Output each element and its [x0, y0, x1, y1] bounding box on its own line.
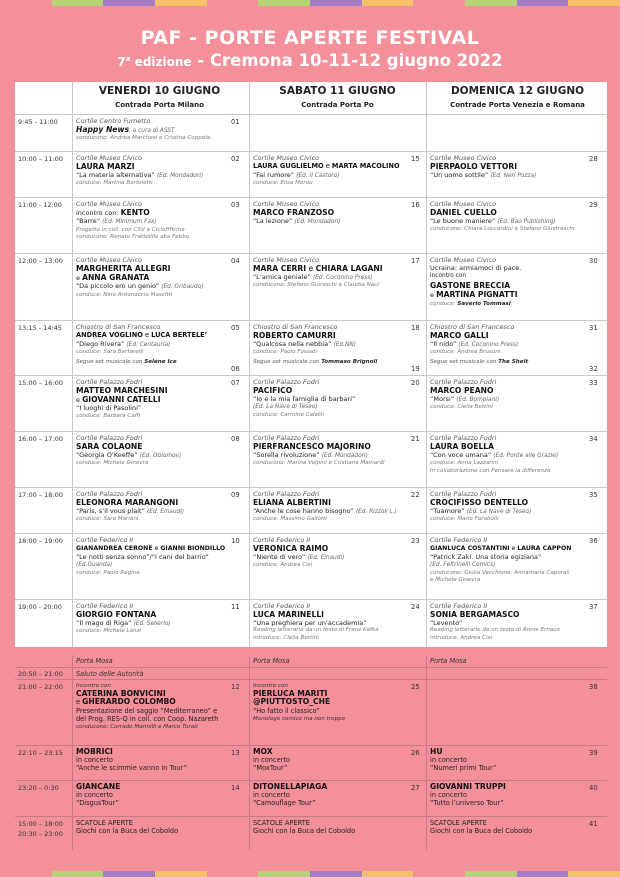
event-cell: Cortile Palazzo Fodri MATTEO MARCHESINI e GIOVANNI CATELLI “I luoghi di Pasolini” conduce: Barbara Caffi — [76, 378, 168, 419]
event-number: 10 — [231, 537, 240, 545]
event-cell: DITONELLAPIAGA in concerto “Camouflage Tour” — [253, 783, 328, 808]
event-number: 32 — [589, 365, 598, 373]
stripe-segment — [517, 0, 569, 6]
time-slot: 9:45 - 11:00 — [18, 118, 58, 126]
row-divider — [15, 816, 607, 817]
time-slot: 13:15 - 14:45 — [18, 324, 62, 332]
event-cell: Cortile Museo Civico DANIEL CUELLO “Le buone maniere” (Ed. Bao Publishing) conducono: Chiara Loccardini e Stefano Giustraschi — [430, 200, 575, 233]
time-slot: 12:00 – 13:00 — [18, 257, 63, 265]
stripe-segment — [362, 0, 414, 6]
event-number: 36 — [589, 537, 598, 545]
event-cell: Cortile Museo Civico Ucraina: armiamoci di pace. incontro con GASTONE BRECCIA e MARTINA PIGNATTI conduce: Saverio Tommasi — [430, 256, 522, 307]
event-number: 38 — [589, 683, 598, 691]
event-number: 20 — [411, 379, 420, 387]
stripe-segment — [103, 871, 155, 877]
event-number: 24 — [411, 603, 420, 611]
top-color-stripe — [0, 0, 620, 6]
column-divider — [426, 82, 427, 647]
stripe-segment — [258, 0, 310, 6]
event-number: 15 — [411, 155, 420, 163]
event-number: 39 — [589, 749, 598, 757]
event-number: 01 — [231, 118, 240, 126]
event-number: 31 — [589, 324, 598, 332]
event-cell: SCATOLE APERTE Giochi con la Buca del Coboldo — [253, 819, 356, 836]
time-slot: 17:00 – 18:00 — [18, 491, 63, 499]
row-divider — [15, 780, 607, 781]
event-number: 37 — [589, 603, 598, 611]
stripe-segment — [207, 0, 259, 6]
event-cell: Cortile Museo Civico LAURA GUGLIELMO e MARTA MACOLINO “Fai rumore” (Ed. Il Castoro) conduce: Elisa Moruu — [253, 154, 400, 187]
event-cell: Cortile Federico II GIANLUCA COSTANTINI e LAURA CAPPON “Patrick Zaki. Una storia egiziana” (Ed. Feltrinelli Comics) conducono: Giulia Vecchione, Annamaria Caporali e Michele Ginevra — [430, 536, 572, 584]
event-cell: Chiostro di San Francesco MARCO GALLI “Il nido” (Ed. Coconino Press) conduce: Andrea Brusoni Segue set musicale con The Shelt — [430, 323, 529, 365]
event-cell: Cortile Palazzo Fodri SARA COLAONE “Georgia O’Keeffe” (Ed. Oblomov) conduce: Michele Ginevra — [76, 434, 182, 467]
row-divider — [15, 745, 607, 746]
event-number: 33 — [589, 379, 598, 387]
time-slot: 20:30 – 23:00 — [18, 830, 63, 838]
event-cell: Cortile Palazzo Fodri MARCO PEANO “Morsi” (Ed. Bompiani) conduce: Clelia Bettini — [430, 378, 500, 411]
day-header-sunday: DOMENICA 12 GIUGNO Contrade Porta Venezia e Romana — [450, 85, 585, 109]
time-slot: 23:20 – 0:30 — [18, 784, 59, 792]
time-slot: 15:00 – 16:00 — [18, 379, 63, 387]
stripe-segment — [0, 871, 52, 877]
greeting-text: Saluto delle Autorità — [76, 670, 144, 678]
event-number: 11 — [231, 603, 240, 611]
stripe-segment — [465, 0, 517, 6]
event-number: 21 — [411, 435, 420, 443]
event-number: 14 — [231, 784, 240, 792]
row-divider — [15, 431, 607, 432]
row-divider — [15, 151, 607, 152]
event-cell: Chiostro di San Francesco ANDREA VOGLINO e LUCA BERTELE’ “Diego Rivera” (Ed. Centauria) conduce: Sara Bertarelli Segue set musicale con Selene Ice — [76, 323, 208, 365]
stripe-segment — [0, 0, 52, 6]
event-cell: GIOVANNI TRUPPI in concerto “Tutto l’universo Tour” — [430, 783, 506, 808]
event-number: 09 — [231, 491, 240, 499]
event-cell: Incontro con PIERLUCA MARITI @PIUTTOSTO_CHE “Ho fatto il classico” Monologo comico ma non troppo — [253, 683, 346, 722]
event-cell: Cortile Federico II VERONICA RAIMO “Niente di vero” (Ed. Einaudi) conduce: Andrea Cisi — [253, 536, 345, 569]
event-number: 03 — [231, 201, 240, 209]
event-number: 30 — [589, 257, 598, 265]
time-slot: 20:50 – 21:00 — [18, 670, 63, 678]
event-number: 41 — [589, 820, 598, 828]
festival-title: PAF - PORTE APERTE FESTIVAL — [140, 27, 480, 49]
event-cell: SCATOLE APERTE Giochi con la Buca del Coboldo — [76, 819, 179, 836]
day-header-saturday: SABATO 11 GIUGNO Contrada Porta Po — [279, 85, 396, 109]
stripe-segment — [258, 871, 310, 877]
event-number: 18 — [411, 324, 420, 332]
event-cell: Cortile Palazzo Fodri ELIANA ALBERTINI “Anche le cose hanno bisogno” (Ed. Rizzoli L.) conduce: Massimo Gallotti — [253, 490, 397, 523]
row-divider — [15, 667, 607, 668]
event-cell: Cortile Museo Civico MARCO FRANZOSO “La lezione” (Ed. Mondadori) — [253, 200, 341, 226]
event-number: 07 — [231, 379, 240, 387]
stripe-segment — [413, 871, 465, 877]
event-number: 06 — [231, 365, 240, 373]
event-cell: Cortile Federico II SONIA BERGAMASCO “Levento” Reading letterario da un testo di Annie Ernaux introduce: Andrea Cisi — [430, 602, 561, 641]
event-cell: Cortile Palazzo Fodri PACIFICO “Io e la mia famiglia di barbari” (Ed. La Nave di Teseo) conduce: Carmine Caletti — [253, 378, 356, 418]
stripe-segment — [103, 0, 155, 6]
event-cell: MOBRICI in concerto “Anche le scimmie vanno in Tour” — [76, 748, 187, 773]
event-cell: Cortile Palazzo Fodri PIERFRANCESCO MAJORINO “Sorella rivoluzione” (Ed. Mondadori) conducono: Marina Volpini e Cristiana Mainardi — [253, 434, 385, 467]
row-divider — [15, 487, 607, 488]
event-cell: Cortile Museo Civico incontro con: KENTO “Barre” (Ed. Minimum Fax) Progetto in coll. con CSV e Cicloffficina conducono: Renato Frattolillo aka Febbo — [76, 200, 190, 241]
event-number: 25 — [411, 683, 420, 691]
stripe-segment — [155, 0, 207, 6]
event-cell: GIANCANE in concerto “DisgusTour” — [76, 783, 121, 808]
event-number: 12 — [231, 683, 240, 691]
stripe-segment — [52, 0, 104, 6]
event-cell: Cortile Federico II GIANANDREA CERONE e GIANNI BIONDILLO “Le notti senza sonno”/“I cani del barrio” (Ed.Guanda) conduce: Paolo Regina — [76, 536, 226, 576]
row-divider — [15, 253, 607, 254]
time-slot: 15:00 – 18:00 — [18, 820, 63, 828]
stripe-segment — [568, 871, 620, 877]
row-divider — [15, 533, 607, 534]
event-number: 23 — [411, 537, 420, 545]
time-slot: 10:00 – 11:00 — [18, 155, 63, 163]
event-number: 35 — [589, 491, 598, 499]
event-number: 17 — [411, 257, 420, 265]
column-divider — [72, 655, 73, 850]
event-cell: Cortile Palazzo Fodri LAURA BOELLA “Con voce umana” (Ed. Ponte alle Grazie) conduce: Anna Lazzarini In collaborazione con Pensare la differenza — [430, 434, 559, 474]
event-number: 27 — [411, 784, 420, 792]
column-divider — [426, 655, 427, 850]
time-slot: 22:10 – 23:15 — [18, 749, 63, 757]
event-cell: Cortile Museo Civico LAURA MARZI “La materia alternativa” (Ed. Mondadori) conduce: Martina Bertoletti — [76, 154, 204, 187]
event-number: 02 — [231, 155, 240, 163]
event-number: 08 — [231, 435, 240, 443]
event-cell: Incontro con CATERINA BONVICINI e GHERARDO COLOMBO Presentazione del saggio “Mediterraneo” e del Prog. RES-Q in coll. con Coop. Nazareth conducono: Corrado Marinilli e Marco Turati — [76, 683, 219, 731]
event-number: 26 — [411, 749, 420, 757]
festival-subtitle: 7$^a$ edizione - Cremona 10-11-12 giugno 2022 — [117, 51, 503, 70]
stripe-segment — [362, 871, 414, 877]
stripe-segment — [568, 0, 620, 6]
time-slot: 21:00 – 22:00 — [18, 683, 63, 691]
event-number: 16 — [411, 201, 420, 209]
event-cell: SCATOLE APERTE Giochi con la Buca del Coboldo — [430, 819, 533, 836]
event-number: 28 — [589, 155, 598, 163]
column-divider — [72, 82, 73, 647]
event-number: 04 — [231, 257, 240, 265]
event-cell: Cortile Palazzo Fodri ELEONORA MARANGONI “Paris, s’il vous plait” (Ed. Einaudi) conduce: Sara Mariani — [76, 490, 185, 523]
stripe-segment — [310, 871, 362, 877]
venue-label: Porta Mosa — [430, 657, 467, 665]
row-divider — [15, 320, 607, 321]
event-cell: Cortile Museo Civico PIERPAOLO VETTORI “Un uomo sottile” (Ed. Neri Pozza) — [430, 154, 537, 180]
event-cell: Cortile Centro Fumetto Happy News, a cura di ASST conducono: Andrea Marchesi e Cristina Coppola — [76, 117, 211, 142]
event-number: 29 — [589, 201, 598, 209]
venue-label: Porta Mosa — [253, 657, 290, 665]
time-slot: 19:00 - 20:00 — [18, 603, 62, 611]
daytime-schedule-table — [15, 82, 607, 647]
time-slot: 18:00 – 19:00 — [18, 537, 63, 545]
event-number: 22 — [411, 491, 420, 499]
row-divider — [15, 599, 607, 600]
event-number: 13 — [231, 749, 240, 757]
event-number: 19 — [411, 365, 420, 373]
event-number: 05 — [231, 324, 240, 332]
event-cell: Cortile Museo Civico MARA CERRI e CHIARA LAGANI “L’amica geniale” (Ed. Coconino Press) conducono: Stefano Giuraschi e Claudia Naci — [253, 256, 383, 289]
event-number: 34 — [589, 435, 598, 443]
event-cell: Chiostro di San Francesco ROBERTO CAMURRI “Qualcosa nella nebbia” (Ed.NN) conduce: Paolo Fossati Segue set musicale con Tommaso Brignoli — [253, 323, 378, 365]
stripe-segment — [413, 0, 465, 6]
event-cell: Cortile Museo Civico MARGHERITA ALLEGRI e ANNA GRANATA “Da piccolo ero un genio” (Ed. Gribaudo) conduce: Nino Antonaccio Mascitti — [76, 256, 204, 298]
row-divider — [15, 114, 607, 115]
stripe-segment — [517, 871, 569, 877]
stripe-segment — [155, 871, 207, 877]
row-divider — [15, 197, 607, 198]
event-cell: HU in concerto “Numeri primi Tour” — [430, 748, 497, 773]
time-slot: 16:00 – 17:00 — [18, 435, 63, 443]
time-slot: 11:00 - 12:00 — [18, 201, 62, 209]
stripe-segment — [52, 871, 104, 877]
column-divider — [249, 82, 250, 647]
event-cell: Cortile Palazzo Fodri CROCIFISSO DENTELLO “Tuamore” (Ed. La Nave di Teseo) conduce: Mario Forabolli — [430, 490, 532, 523]
day-header-friday: VENERDI 10 GIUGNO Contrada Porta Milano — [98, 85, 221, 109]
event-number: 40 — [589, 784, 598, 792]
event-cell: Cortile Federico II GIORGIO FONTANA “Il mago di Riga” (Ed. Sellerio) conduce: Michele Lanzi — [76, 602, 171, 635]
stripe-segment — [207, 871, 259, 877]
venue-label: Porta Mosa — [76, 657, 113, 665]
column-divider — [249, 655, 250, 850]
evening-schedule-table — [15, 655, 607, 850]
row-divider — [15, 375, 607, 376]
event-cell: Cortile Federico II LUCA MARINELLI “Una preghiera per un’accademia” Reading letterario da un testo di Franz Kafka introduce: Clelia Bettini — [253, 602, 379, 641]
stripe-segment — [465, 871, 517, 877]
row-divider — [15, 679, 607, 680]
event-cell: MOX in concerto “MoxTour” — [253, 748, 290, 773]
bottom-color-stripe — [0, 871, 620, 877]
stripe-segment — [310, 0, 362, 6]
